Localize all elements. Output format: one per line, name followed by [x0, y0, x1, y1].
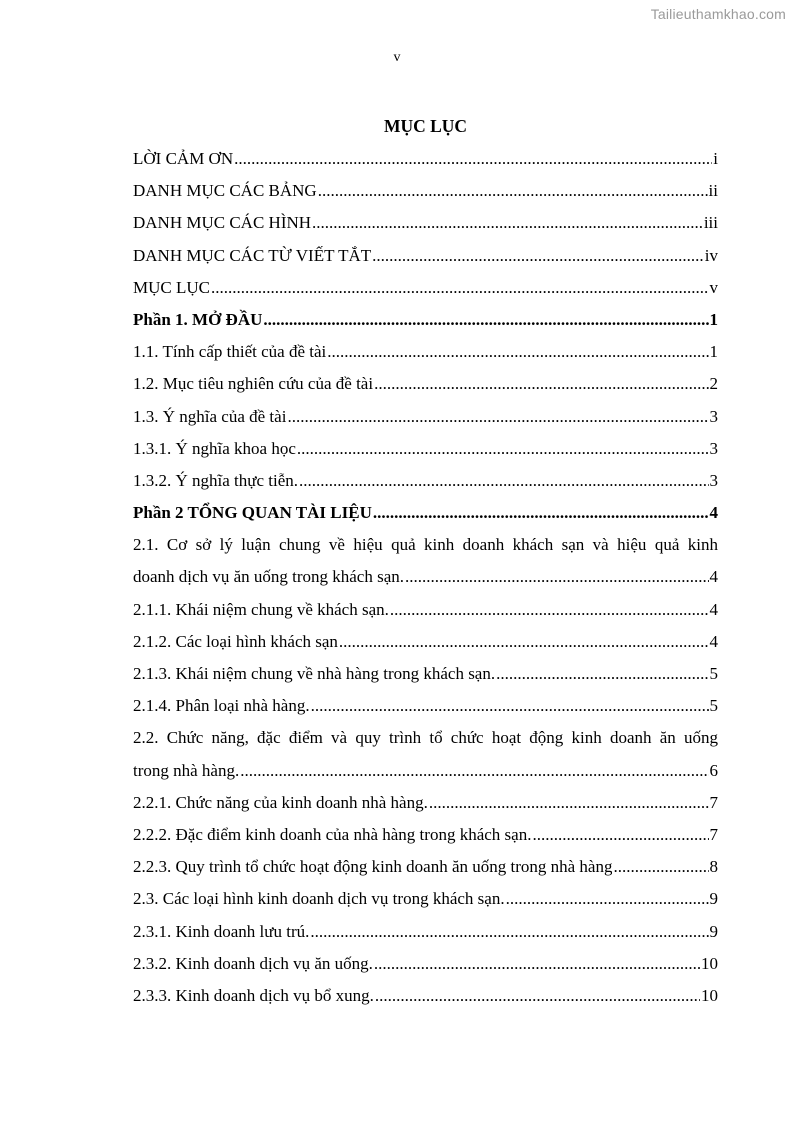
toc-entry-text: 2.3.1. Kinh doanh lưu trú.: [133, 921, 310, 941]
toc-entry[interactable]: [133, 948, 718, 980]
toc-entry-page: v: [709, 277, 718, 297]
toc-entry-text: 2.3. Các loại hình kinh doanh dịch vụ trong khách sạn.: [133, 889, 505, 909]
toc-entry-text: DANH MỤC CÁC HÌNH: [133, 213, 312, 233]
toc-entry-text: LỜI CẢM ƠN: [133, 149, 234, 168]
dot-leader: [429, 787, 709, 819]
toc-entry-page: 10: [701, 953, 718, 973]
toc-entry-text: 2.1.4. Phân loại nhà hàng.: [133, 696, 310, 716]
toc-entry-row: [133, 980, 718, 1012]
toc-entry[interactable]: [133, 819, 718, 851]
toc-entry[interactable]: [133, 207, 718, 239]
page-title: MỤC LỤC: [383, 116, 468, 136]
toc-entry-row: [133, 304, 718, 336]
watermark-text: Tailieuthamkhao.com: [650, 6, 786, 22]
toc-entry-page: iv: [704, 245, 718, 265]
toc-entry-row: [133, 368, 718, 400]
toc-entry-text: 2.1.2. Các loại hình khách sạn: [133, 631, 338, 651]
toc-entry-text: 1.2. Mục tiêu nghiên cứu của đề tài: [133, 374, 374, 394]
toc-entry-page: 4: [709, 503, 718, 523]
toc-entry[interactable]: [133, 851, 718, 883]
toc-entry-row: [133, 433, 718, 465]
dot-leader: [327, 336, 708, 368]
toc-entry-page: 10: [701, 985, 718, 1005]
toc-entry-page: 8: [709, 857, 718, 877]
toc-entry[interactable]: [133, 497, 718, 529]
dot-leader: [613, 851, 708, 883]
toc-entry-page: 3: [709, 470, 718, 490]
toc-entry[interactable]: [133, 658, 718, 690]
toc-entry-page: 5: [709, 664, 718, 684]
toc-entry-page: 1: [709, 342, 718, 362]
toc-entry[interactable]: [133, 465, 718, 497]
toc-entry[interactable]: [133, 272, 718, 304]
toc-entry[interactable]: [133, 722, 718, 786]
toc-entry-row: [133, 497, 718, 529]
page-number: v: [393, 50, 401, 65]
toc-entry-text: 2.3.2. Kinh doanh dịch vụ ăn uống.: [133, 953, 373, 973]
dot-leader: [318, 175, 708, 207]
toc-entry-row: [133, 336, 718, 368]
toc-entry-page: 4: [709, 567, 718, 587]
toc-entry-row: [133, 851, 718, 883]
dot-leader: [299, 465, 708, 497]
toc-entry-page: 9: [709, 889, 718, 909]
toc-entry[interactable]: [133, 368, 718, 400]
toc-entry-row: [133, 143, 718, 175]
toc-entry-text: Phần 1. MỞ ĐẦU: [133, 309, 263, 329]
toc-entry-page: 6: [709, 760, 718, 780]
dot-leader: [339, 626, 709, 658]
toc-entry[interactable]: [133, 336, 718, 368]
toc-entry-text: doanh dịch vụ ăn uống trong khách sạn.: [133, 567, 404, 587]
toc-entry-row: [133, 240, 718, 272]
toc-entry-text: 2.3.3. Kinh doanh dịch vụ bổ xung.: [133, 985, 374, 1005]
toc-entry-text: 1.3.2. Ý nghĩa thực tiễn.: [133, 470, 299, 490]
toc-entry-text: 1.3.1. Ý nghĩa khoa học: [133, 438, 296, 458]
toc-entry-page: 7: [709, 792, 718, 812]
toc-entry[interactable]: [133, 175, 718, 207]
toc-entry-page: 4: [709, 631, 718, 651]
toc-entry-text: 2.2.3. Quy trình tổ chức hoạt động kinh doanh ăn uống trong nhà hàng: [133, 857, 613, 877]
toc-entry[interactable]: [133, 626, 718, 658]
toc-entry-row: [133, 658, 718, 690]
toc-entry-row: [133, 175, 718, 207]
table-of-contents: [133, 143, 718, 1012]
dot-leader: [311, 690, 709, 722]
dot-leader: [240, 755, 708, 787]
toc-entry[interactable]: [133, 916, 718, 948]
dot-leader: [372, 240, 704, 272]
toc-entry[interactable]: [133, 529, 718, 593]
toc-entry-page: 3: [709, 406, 718, 426]
toc-entry-page: 3: [709, 438, 718, 458]
dot-leader: [234, 143, 712, 175]
toc-entry-row: [133, 755, 718, 787]
toc-entry[interactable]: [133, 594, 718, 626]
toc-entry-row: [133, 948, 718, 980]
toc-entry-row: [133, 561, 718, 593]
toc-entry[interactable]: [133, 433, 718, 465]
dot-leader: [287, 401, 708, 433]
dot-leader: [211, 272, 709, 304]
toc-entry-row: [133, 207, 718, 239]
toc-entry[interactable]: [133, 143, 718, 175]
toc-entry-text-line1: 2.2. Chức năng, đặc điểm và quy trình tổ chức hoạt động kinh doanh ăn uống: [133, 728, 718, 748]
dot-leader: [532, 819, 708, 851]
toc-entry-page: ii: [708, 181, 718, 201]
toc-entry[interactable]: [133, 240, 718, 272]
toc-entry-page: 4: [709, 599, 718, 619]
toc-entry-row: [133, 272, 718, 304]
dot-leader: [375, 980, 700, 1012]
toc-entry[interactable]: [133, 690, 718, 722]
toc-entry-row: [133, 819, 718, 851]
toc-entry-text: Phần 2 TỔNG QUAN TÀI LIỆU: [133, 503, 372, 523]
toc-entry-row: [133, 690, 718, 722]
toc-entry-text: 2.1.3. Khái niệm chung về nhà hàng trong khách sạn.: [133, 664, 496, 684]
toc-entry-text: 2.1.1. Khái niệm chung về khách sạn.: [133, 599, 389, 619]
dot-leader: [263, 304, 708, 336]
toc-entry-row: [133, 594, 718, 626]
dot-leader: [373, 497, 709, 529]
dot-leader: [405, 561, 709, 593]
toc-entry-page: 7: [709, 824, 718, 844]
toc-entry-text: DANH MỤC CÁC TỪ VIẾT TẮT: [133, 245, 372, 265]
toc-entry-row: [133, 465, 718, 497]
toc-entry-page: 9: [709, 921, 718, 941]
toc-entry-text: DANH MỤC CÁC BẢNG: [133, 181, 317, 201]
toc-entry-page: iii: [703, 213, 718, 233]
toc-entry-row: [133, 883, 718, 915]
toc-entry[interactable]: [133, 980, 718, 1012]
toc-entry-text: 2.2.1. Chức năng của kinh doanh nhà hàng.: [133, 792, 428, 812]
toc-entry-row: [133, 626, 718, 658]
toc-entry-text: 1.1. Tính cấp thiết của đề tài: [133, 342, 327, 362]
toc-entry-text: 2.2.2. Đặc điểm kinh doanh của nhà hàng trong khách sạn.: [133, 824, 532, 844]
toc-entry-text: 1.3. Ý nghĩa của đề tài: [133, 406, 287, 426]
dot-leader: [496, 658, 708, 690]
toc-entry-page: i: [713, 149, 718, 168]
toc-entry-row: [133, 401, 718, 433]
toc-entry[interactable]: [133, 787, 718, 819]
dot-leader: [310, 916, 708, 948]
toc-entry-text: trong nhà hàng.: [133, 760, 240, 780]
toc-entry-page: 2: [709, 374, 718, 394]
toc-entry-row: [133, 787, 718, 819]
toc-entry[interactable]: [133, 883, 718, 915]
toc-entry[interactable]: [133, 304, 718, 336]
dot-leader: [297, 433, 709, 465]
toc-entry[interactable]: [133, 401, 718, 433]
dot-leader: [390, 594, 709, 626]
toc-entry-row: [133, 916, 718, 948]
dot-leader: [312, 207, 703, 239]
toc-entry-text-line1: 2.1. Cơ sở lý luận chung về hiệu quả kinh doanh khách sạn và hiệu quả kinh: [133, 535, 718, 555]
toc-entry-text: MỤC LỤC: [133, 277, 210, 297]
dot-leader: [374, 948, 700, 980]
toc-entry-page: 5: [709, 696, 718, 716]
toc-entry-page: 1: [709, 309, 718, 329]
dot-leader: [374, 368, 708, 400]
dot-leader: [506, 883, 709, 915]
